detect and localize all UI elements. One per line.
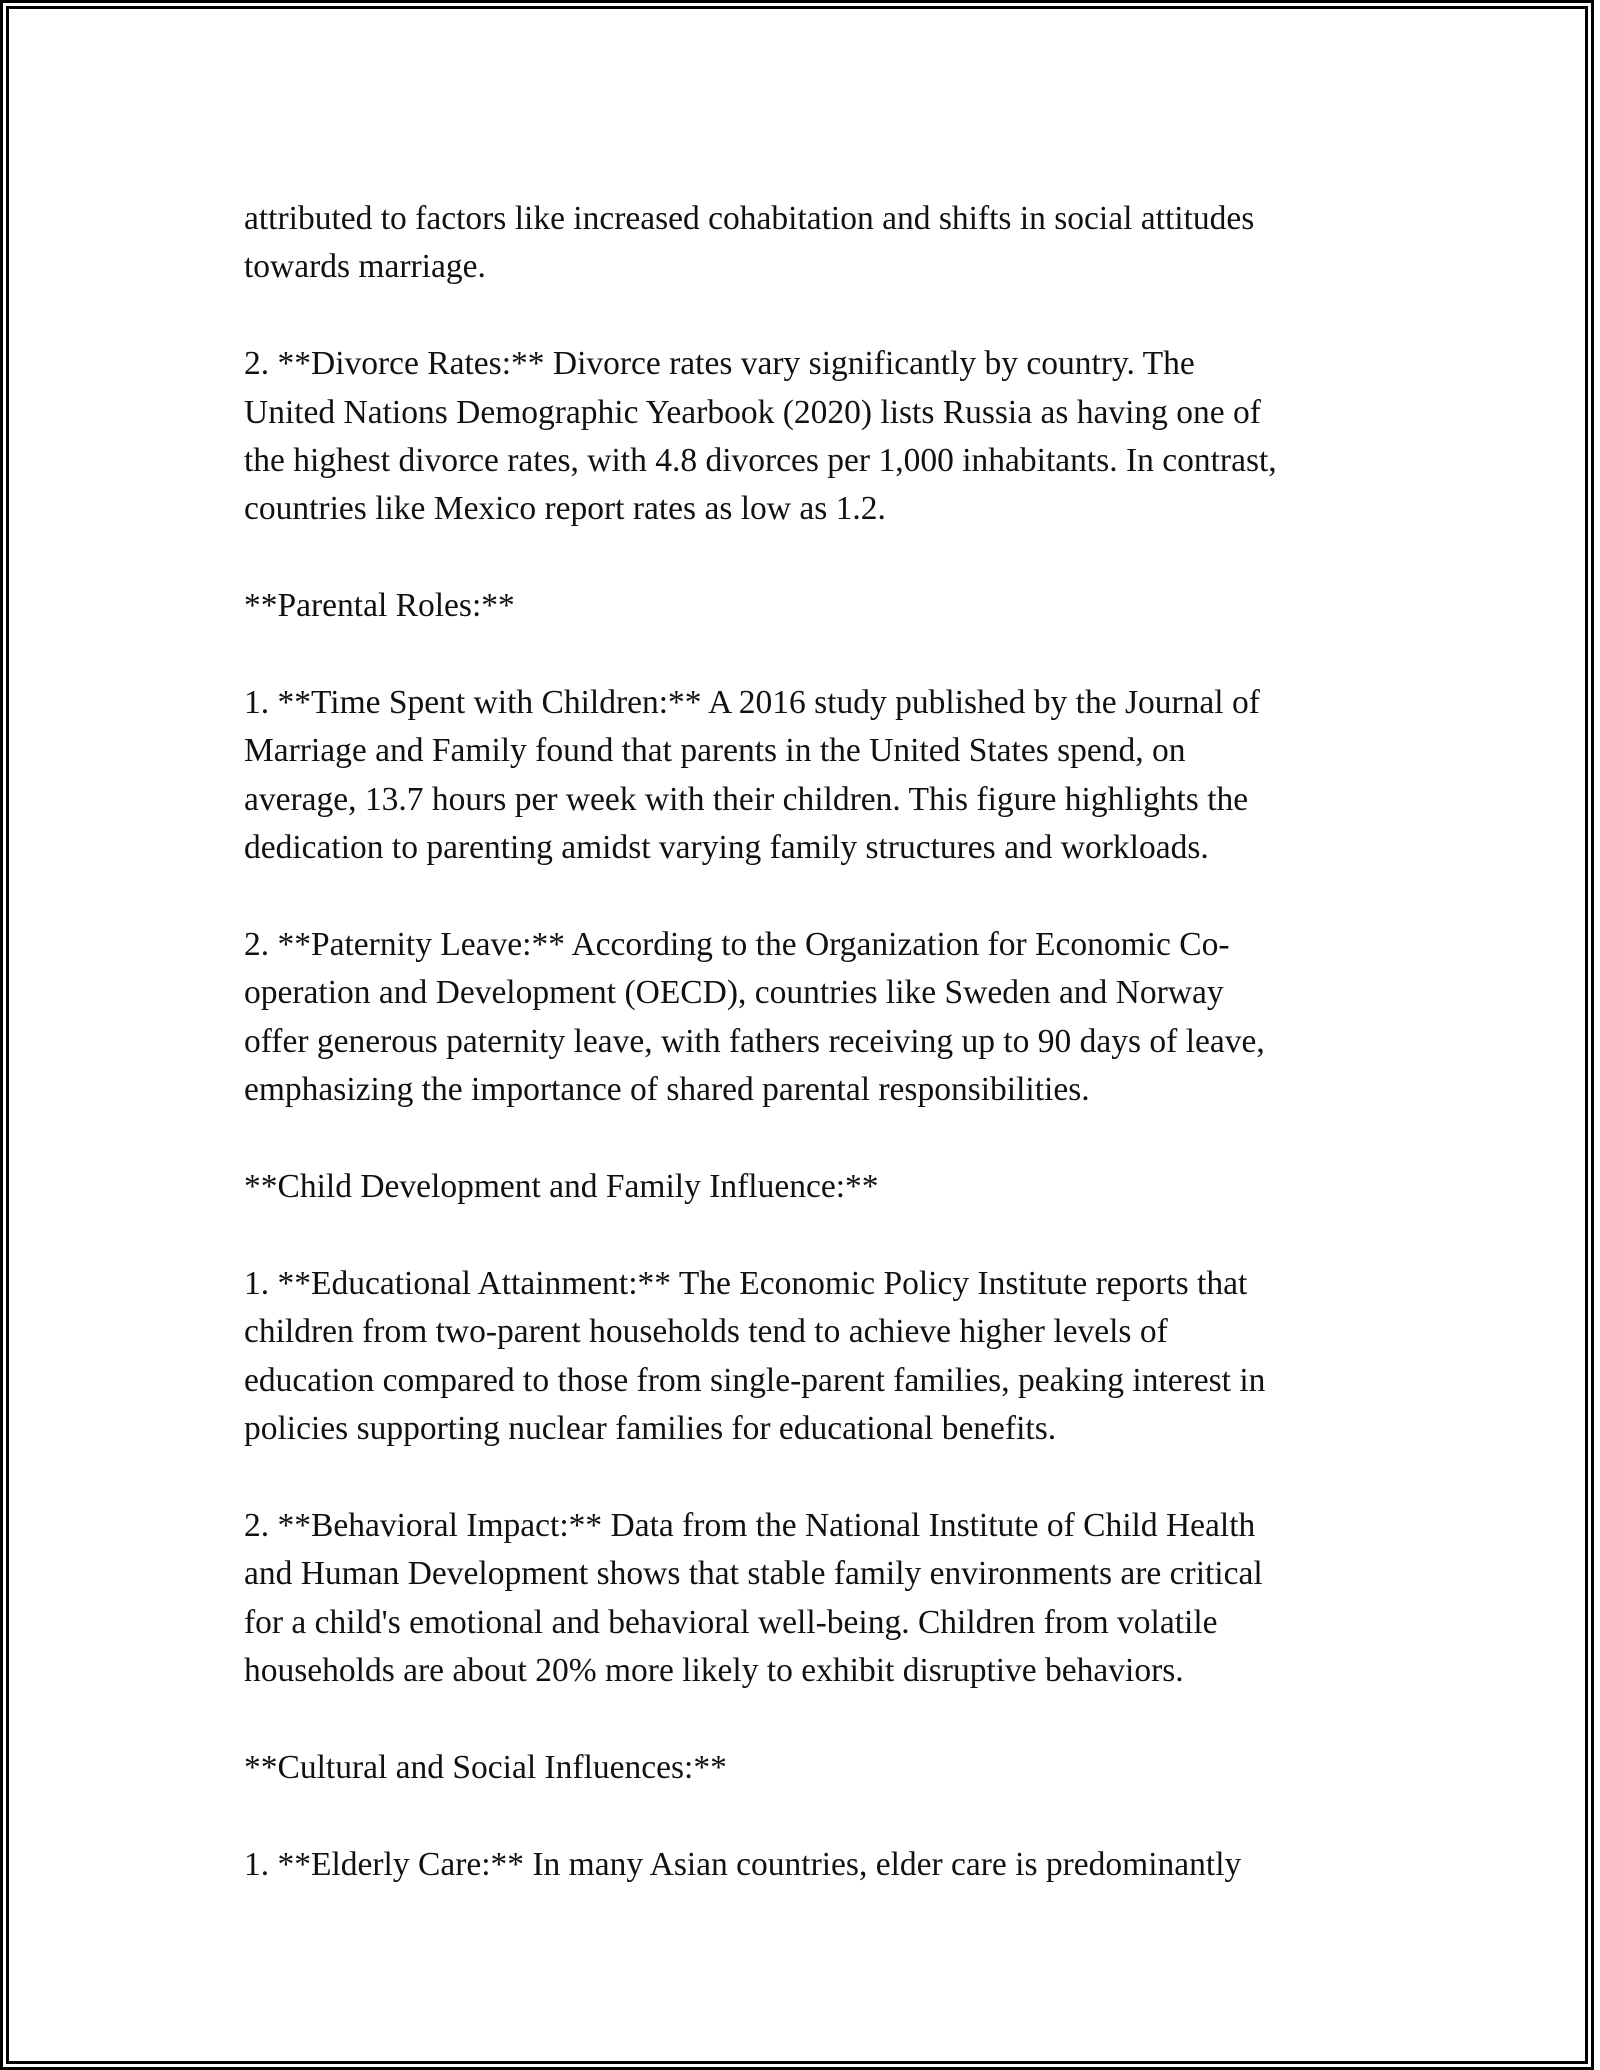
text-line: education compared to those from single-parent families, peaking interest in (244, 1361, 1266, 1399)
text-line: United Nations Demographic Yearbook (2020) lists Russia as having one of (244, 393, 1261, 431)
text-line: operation and Development (OECD), countries like Sweden and Norway (244, 974, 1224, 1012)
text-line: towards marriage. (244, 248, 486, 286)
paragraph (244, 921, 1394, 1115)
paragraph (244, 1260, 1394, 1454)
text-line: for a child's emotional and behavioral well-being. Children from volatile (244, 1603, 1218, 1641)
text-line: children from two-parent households tend to achieve higher levels of (244, 1313, 1168, 1351)
text-line: the highest divorce rates, with 4.8 divorces per 1,000 inhabitants. In contrast, (244, 442, 1277, 480)
text-line: 1. **Elderly Care:** In many Asian countries, elder care is predominantly (244, 1845, 1242, 1883)
text-line: dedication to parenting amidst varying family structures and workloads. (244, 829, 1209, 867)
document-body (244, 195, 1394, 1937)
text-line: 2. **Behavioral Impact:** Data from the National Institute of Child Health (244, 1506, 1256, 1544)
paragraph (244, 340, 1394, 534)
page-frame (6, 6, 1588, 2064)
paragraph (244, 1502, 1394, 1696)
paragraph (244, 679, 1394, 873)
text-line: 1. **Educational Attainment:** The Economic Policy Institute reports that (244, 1264, 1248, 1302)
text-line: **Parental Roles:** (244, 587, 515, 625)
section-heading (244, 1744, 1394, 1792)
text-line: Marriage and Family found that parents in the United States spend, on (244, 732, 1186, 770)
text-line: households are about 20% more likely to exhibit disruptive behaviors. (244, 1652, 1184, 1690)
section-heading (244, 582, 1394, 630)
text-line: **Cultural and Social Influences:** (244, 1748, 727, 1786)
text-line: policies supporting nuclear families for educational benefits. (244, 1410, 1057, 1448)
text-line: 1. **Time Spent with Children:** A 2016 study published by the Journal of (244, 684, 1260, 722)
text-line: **Child Development and Family Influence:** (244, 1168, 879, 1206)
paragraph (244, 195, 1394, 292)
text-line: attributed to factors like increased cohabitation and shifts in social attitudes (244, 200, 1255, 237)
paragraph (244, 1841, 1394, 1889)
text-line: average, 13.7 hours per week with their children. This figure highlights the (244, 780, 1249, 818)
text-line: 2. **Divorce Rates:** Divorce rates vary significantly by country. The (244, 345, 1195, 383)
text-line: and Human Development shows that stable family environments are critical (244, 1555, 1263, 1593)
text-line: offer generous paternity leave, with fathers receiving up to 90 days of leave, (244, 1022, 1265, 1060)
text-line: emphasizing the importance of shared parental responsibilities. (244, 1071, 1090, 1109)
text-line: countries like Mexico report rates as low as 1.2. (244, 490, 886, 528)
text-line: 2. **Paternity Leave:** According to the Organization for Economic Co- (244, 926, 1230, 964)
section-heading (244, 1163, 1394, 1211)
